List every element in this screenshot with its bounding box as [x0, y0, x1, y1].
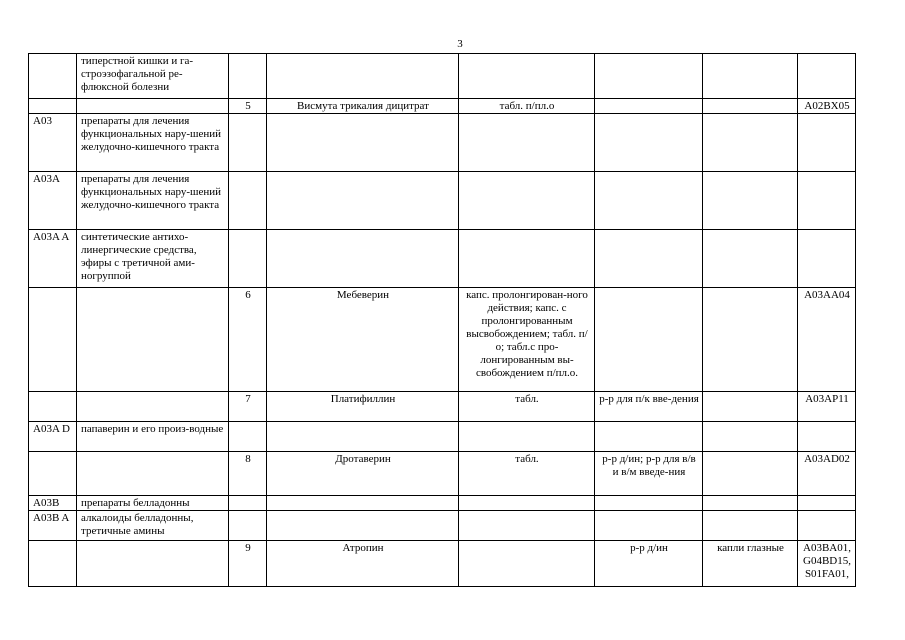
dosage-form-injection: [595, 230, 703, 288]
atc-group-code: [29, 288, 77, 392]
item-number: [229, 54, 267, 99]
atc-code: A03AA04: [798, 288, 856, 392]
atc-code: [798, 496, 856, 511]
atc-group-description: [77, 99, 229, 114]
dosage-form-oral: табл. п/пл.о: [459, 99, 595, 114]
dosage-form-injection: [595, 114, 703, 172]
dosage-form-other: [703, 496, 798, 511]
item-number: [229, 496, 267, 511]
atc-group-code: A03A D: [29, 422, 77, 452]
atc-group-description: типерстной кишки и га-строэзофагальной ре-флюксной болезни: [77, 54, 229, 99]
atc-group-description: синтетические антихо-линергические средства, эфиры с третичной ами-ногруппой: [77, 230, 229, 288]
atc-code: [798, 172, 856, 230]
item-number: 7: [229, 392, 267, 422]
drug-name: Мебеверин: [267, 288, 459, 392]
dosage-form-other: [703, 230, 798, 288]
dosage-form-other: [703, 452, 798, 496]
atc-code: [798, 54, 856, 99]
item-number: [229, 114, 267, 172]
atc-group-description: папаверин и его произ-водные: [77, 422, 229, 452]
dosage-form-oral: [459, 511, 595, 541]
dosage-form-injection: р-р д/ин; р-р для в/в и в/м введе-ния: [595, 452, 703, 496]
dosage-form-injection: р-р д/ин: [595, 541, 703, 587]
atc-group-description: препараты белладонны: [77, 496, 229, 511]
dosage-form-injection: [595, 422, 703, 452]
atc-group-code: [29, 541, 77, 587]
dosage-form-oral: табл.: [459, 392, 595, 422]
dosage-form-other: [703, 99, 798, 114]
drug-name: Висмута трикалия дицитрат: [267, 99, 459, 114]
atc-code: [798, 114, 856, 172]
dosage-form-injection: [595, 511, 703, 541]
table-row: [29, 99, 856, 114]
dosage-form-other: [703, 422, 798, 452]
dosage-form-injection: [595, 172, 703, 230]
table-row: [29, 172, 856, 230]
drug-name: [267, 511, 459, 541]
atc-group-code: A03B: [29, 496, 77, 511]
atc-code: A02BX05: [798, 99, 856, 114]
table-row: [29, 114, 856, 172]
dosage-form-injection: [595, 288, 703, 392]
atc-group-description: препараты для лечения функциональных нару-шений желудочно-кишечного тракта: [77, 114, 229, 172]
table-row: [29, 422, 856, 452]
drug-name: Дротаверин: [267, 452, 459, 496]
dosage-form-oral: табл.: [459, 452, 595, 496]
drug-name: [267, 114, 459, 172]
item-number: 8: [229, 452, 267, 496]
drug-name: [267, 230, 459, 288]
drug-name: [267, 172, 459, 230]
dosage-form-oral: [459, 541, 595, 587]
dosage-form-injection: [595, 54, 703, 99]
table-row: [29, 452, 856, 496]
table-row: [29, 541, 856, 587]
atc-group-description: препараты для лечения функциональных нару-шений желудочно-кишечного тракта: [77, 172, 229, 230]
item-number: 9: [229, 541, 267, 587]
atc-group-code: [29, 452, 77, 496]
dosage-form-oral: [459, 422, 595, 452]
atc-group-description: [77, 288, 229, 392]
dosage-form-injection: р-р для п/к вве-дения: [595, 392, 703, 422]
item-number: 5: [229, 99, 267, 114]
atc-group-description: [77, 541, 229, 587]
dosage-form-other: [703, 392, 798, 422]
dosage-form-oral: [459, 114, 595, 172]
dosage-form-oral: [459, 230, 595, 288]
dosage-form-other: [703, 172, 798, 230]
item-number: 6: [229, 288, 267, 392]
atc-group-description: [77, 392, 229, 422]
atc-group-code: [29, 99, 77, 114]
atc-code: [798, 422, 856, 452]
atc-code: A03AD02: [798, 452, 856, 496]
atc-code: [798, 230, 856, 288]
atc-group-description: алкалоиды белладонны, третичные амины: [77, 511, 229, 541]
table-row: [29, 54, 856, 99]
atc-group-code: [29, 54, 77, 99]
dosage-form-other: [703, 288, 798, 392]
dosage-form-oral: [459, 172, 595, 230]
dosage-form-injection: [595, 99, 703, 114]
table-row: [29, 496, 856, 511]
table-row: [29, 392, 856, 422]
drug-name: Платифиллин: [267, 392, 459, 422]
dosage-form-other: [703, 54, 798, 99]
dosage-form-injection: [595, 496, 703, 511]
table-row: [29, 230, 856, 288]
drug-table: [28, 53, 856, 587]
page-number: 3: [457, 38, 463, 50]
drug-name: [267, 422, 459, 452]
atc-group-code: A03A A: [29, 230, 77, 288]
item-number: [229, 230, 267, 288]
item-number: [229, 511, 267, 541]
atc-code: [798, 511, 856, 541]
item-number: [229, 172, 267, 230]
atc-code: A03BA01, G04BD15, S01FA01,: [798, 541, 856, 587]
atc-group-code: A03A: [29, 172, 77, 230]
atc-code: A03AP11: [798, 392, 856, 422]
drug-name: Атропин: [267, 541, 459, 587]
item-number: [229, 422, 267, 452]
dosage-form-oral: [459, 496, 595, 511]
dosage-form-other: [703, 511, 798, 541]
atc-group-description: [77, 452, 229, 496]
table-row: [29, 511, 856, 541]
dosage-form-oral: [459, 54, 595, 99]
dosage-form-other: капли глазные: [703, 541, 798, 587]
drug-name: [267, 54, 459, 99]
dosage-form-oral: капс. пролонгирован-ного действия; капс. с пролонгированным высвобождением; табл. п/о; табл.с про-лонгированным вы-свобождением п/пл.о.: [459, 288, 595, 392]
drug-name: [267, 496, 459, 511]
atc-group-code: [29, 392, 77, 422]
table-row: [29, 288, 856, 392]
dosage-form-other: [703, 114, 798, 172]
atc-group-code: A03B A: [29, 511, 77, 541]
atc-group-code: A03: [29, 114, 77, 172]
